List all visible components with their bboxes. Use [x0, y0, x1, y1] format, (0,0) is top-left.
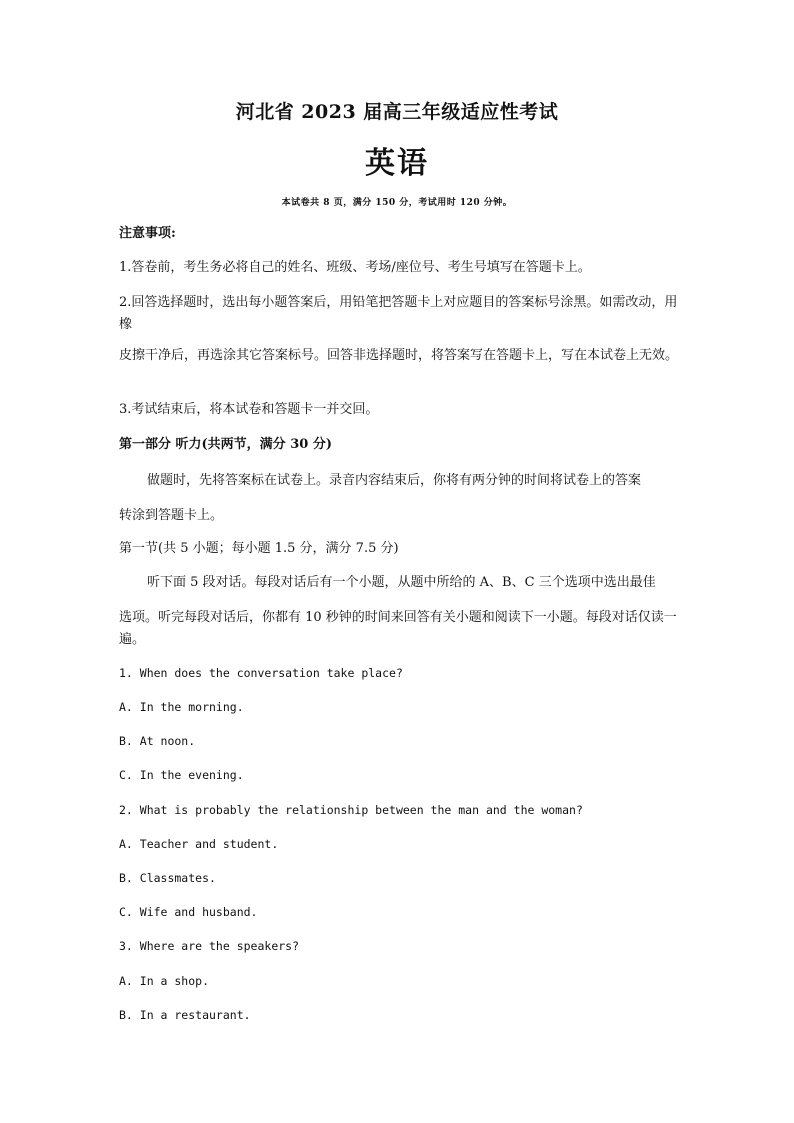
- notice-item-3: 3.考试结束后，将本试卷和答题卡一并交回。: [119, 402, 379, 417]
- question-3-option-b: B. In a restaurant.: [119, 1008, 251, 1022]
- notice-heading: 注意事项:: [119, 226, 176, 241]
- notice-item-1: 1.答卷前，考生务必将自己的姓名、班级、考场/座位号、考生号填写在答题卡上。: [119, 260, 591, 275]
- question-3-stem: 3. Where are the speakers?: [119, 939, 300, 953]
- part1-intro-line-1: 做题时，先将答案标在试卷上。录音内容结束后，你将有两分钟的时间将试卷上的答案: [147, 473, 642, 488]
- question-2-option-c: C. Wife and husband.: [119, 905, 258, 919]
- question-1-option-b: B. At noon.: [119, 734, 196, 748]
- part1-heading: 第一部分 听力(共两节，满分 30 分): [119, 437, 332, 452]
- question-2-option-a: A. Teacher and student.: [119, 837, 279, 851]
- exam-title: 河北省 2023 届高三年级适应性考试: [235, 101, 559, 123]
- question-1-option-c: C. In the evening.: [119, 768, 244, 782]
- notice-item-2: 2.回答选择题时，选出每小题答案后，用铅笔把答题卡上对应题目的答案标号涂黑。如需改动，用橡: [119, 295, 678, 332]
- section1-intro-line-2: 选项。听完每段对话后，你都有 10 秒钟的时间来回答有关小题和阅读下一小题。每段对话仅读一遍。: [119, 610, 677, 647]
- question-3-option-a: A. In a shop.: [119, 974, 210, 988]
- notice-item-2-continued: 皮擦干净后，再选涂其它答案标号。回答非选择题时，将答案写在答题卡上，写在本试卷上无效。: [119, 348, 679, 363]
- section1-heading: 第一节(共 5 小题；每小题 1.5 分，满分 7.5 分): [119, 541, 399, 556]
- exam-subject: 英语: [365, 146, 429, 181]
- question-1-option-a: A. In the morning.: [119, 700, 244, 714]
- exam-meta-info: 本试卷共 8 页，满分 150 分，考试用时 120 分钟。: [281, 198, 513, 208]
- question-2-stem: 2. What is probably the relationship between the man and the woman?: [119, 803, 583, 817]
- section1-intro-line-1: 听下面 5 段对话。每段对话后有一个小题，从题中所给的 A、B、C 三个选项中选出最佳: [147, 575, 656, 590]
- question-2-option-b: B. Classmates.: [119, 871, 216, 885]
- part1-intro-line-2: 转涂到答题卡上。: [119, 508, 224, 523]
- question-1-stem: 1. When does the conversation take place?: [119, 666, 403, 680]
